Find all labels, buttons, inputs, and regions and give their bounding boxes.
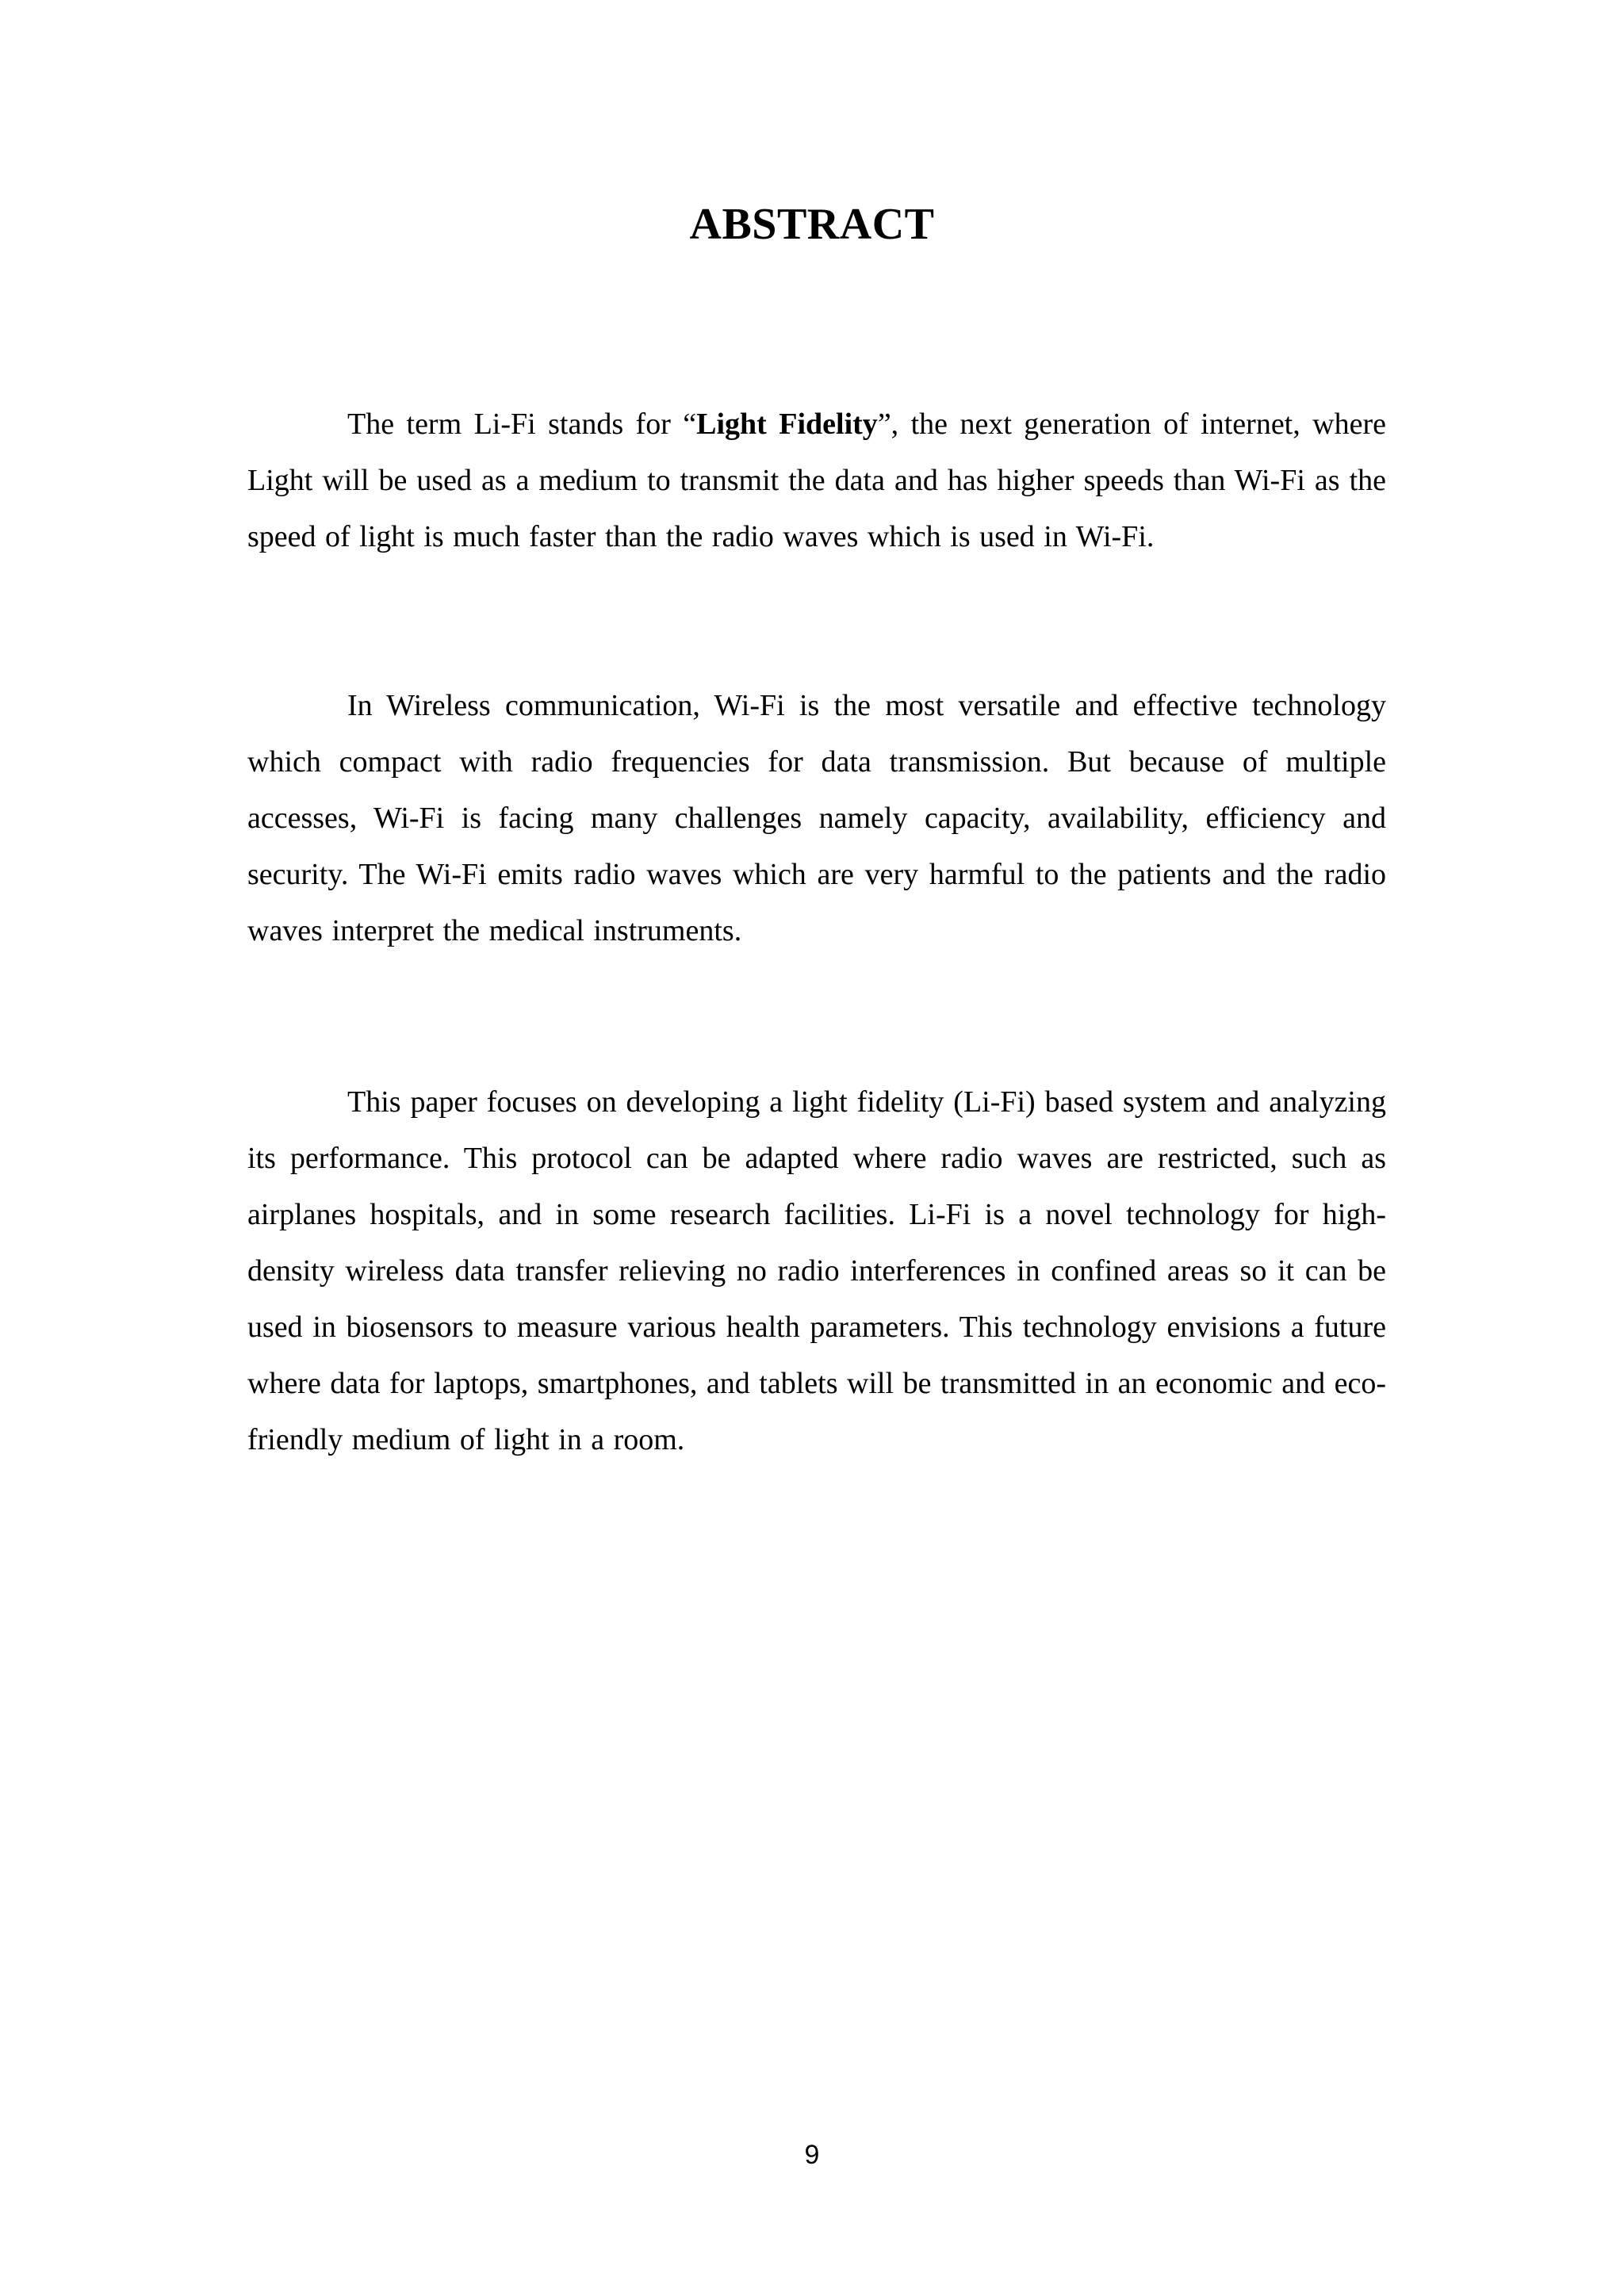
paragraph-1-text-end: ”, the next generation of internet, where Light will be used as a medium to transmit the data and has higher speeds than Wi-Fi as the speed of light is much faster than the radio waves which is used in Wi-Fi.	[247, 408, 1386, 553]
abstract-paragraph-2: In Wireless communication, Wi-Fi is the most versatile and effective technology which compact with radio frequencies for data transmission. But because of multiple accesses, Wi-Fi is facing many challenges namely capacity, availability, efficiency and security. The Wi-Fi emits radio waves which are very harmful to the patients and the radio waves interpret the medical instruments.	[247, 689, 1386, 947]
page-number: 9	[804, 2140, 820, 2170]
abstract-paragraph-1	[247, 396, 1386, 565]
abstract-heading: ABSTRACT	[689, 200, 935, 249]
abstract-paragraph-3: This paper focuses on developing a light fidelity (Li-Fi) based system and analyzing its performance. This protocol can be adapted where radio waves are restricted, such as airplanes hospitals, and in some research facilities. Li-Fi is a novel technology for high-density wireless data transfer relieving no radio interferences in confined areas so it can be used in biosensors to measure various health parameters. This technology envisions a future where data for laptops, smartphones, and tablets will be transmitted in an economic and eco-friendly medium of light in a room.	[247, 1085, 1386, 1456]
light-fidelity-bold-term: Light Fidelity	[696, 408, 878, 441]
paragraph-1-text-start: The term Li-Fi stands for “	[347, 408, 697, 441]
